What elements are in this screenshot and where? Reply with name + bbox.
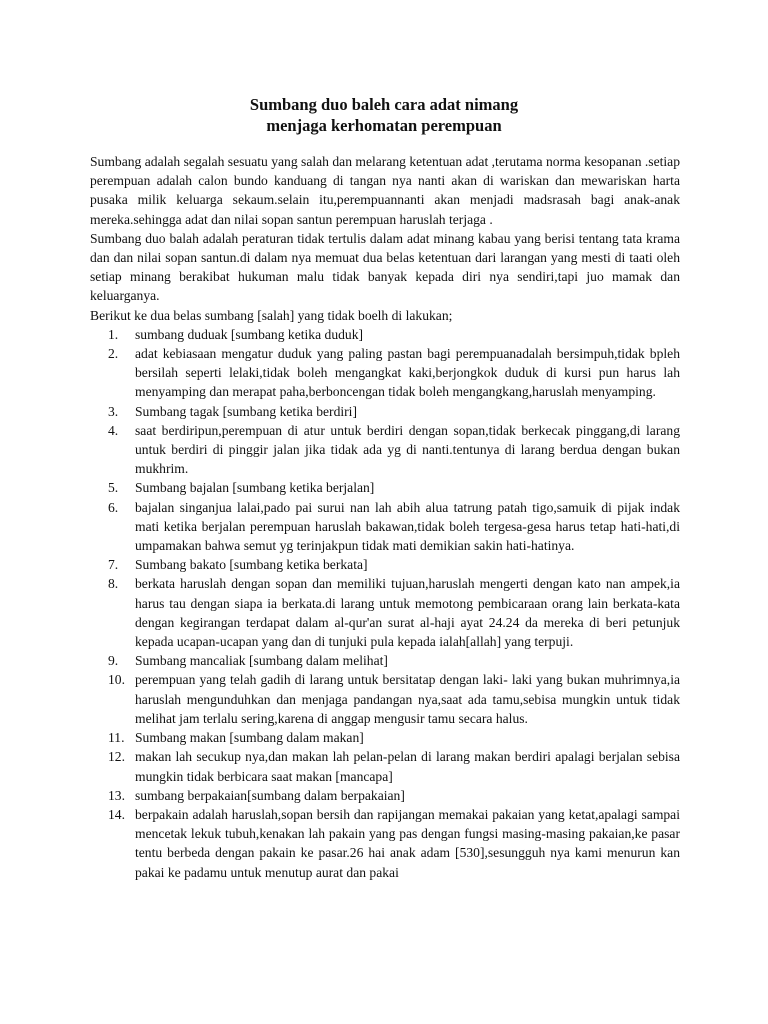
list-item-number: 10. bbox=[108, 672, 125, 688]
list-item bbox=[90, 747, 680, 785]
list-item-number: 4. bbox=[108, 422, 119, 438]
list-item bbox=[90, 805, 680, 882]
list-item-number: 1. bbox=[108, 326, 119, 342]
list-item-number: 14. bbox=[108, 806, 125, 822]
title-line-2: menjaga kerhomatan perempuan bbox=[266, 116, 502, 135]
list-item bbox=[90, 498, 680, 556]
document-body bbox=[90, 152, 680, 882]
list-item bbox=[90, 421, 680, 479]
list-item-text: Sumbang makan [sumbang dalam makan] bbox=[135, 730, 364, 746]
list-item-text: Sumbang bakato [sumbang ketika berkata] bbox=[135, 557, 368, 573]
list-item bbox=[90, 728, 680, 747]
title-line-1: Sumbang duo baleh cara adat nimang bbox=[249, 95, 519, 114]
list-item bbox=[90, 670, 680, 728]
paragraph-1: Sumbang adalah segalah sesuatu yang salah dan melarang ketentuan adat ,terutama norma kesopanan .setiap perempuan adalah calon bundo kanduang di tangan nya nanti akan di wariskan dan mewariskan harta pusaka milik keluarga sekaum.selain itu,perempuannanti akan menjadi madsrasah bagi anak-anak mereka.sehingga adat dan nilai sopan santun perempuan haruslah terjaga . bbox=[90, 154, 680, 227]
list-intro: Berikut ke dua belas sumbang [salah] yang tidak boelh di lakukan; bbox=[90, 307, 453, 323]
list-item bbox=[90, 574, 680, 651]
list-item-text: Sumbang tagak [sumbang ketika berdiri] bbox=[135, 403, 357, 419]
list-item bbox=[90, 786, 680, 805]
list-item-text: Sumbang mancaliak [sumbang dalam melihat] bbox=[135, 653, 388, 669]
list-item-text: berpakain adalah haruslah,sopan bersih dan rapijangan memakai pakaian yang ketat,apalagi sampai mencetak lekuk tubuh,kenakan lah pakain yang pas dengan fungsi masing-masing pakaian,ke pasar tentu berbeda dengan pakain ke pasar.26 hai anak adam [530],sesungguh nya kami menurun kan pakai ke padamu untuk menutup aurat dan pakai bbox=[135, 806, 680, 880]
list-item-text: perempuan yang telah gadih di larang untuk bersitatap dengan laki- laki yang bukan muhrimnya,ia haruslah mengunduhkan dan menjaga pandangan nya,saat ada tamu,sebisa mungkin untuk tidak melihat jam terlalu sering,karena di anggap mengusir tamu secara halus. bbox=[135, 672, 680, 726]
list-item-text: sumbang duduak [sumbang ketika duduk] bbox=[135, 326, 364, 342]
list-item-number: 5. bbox=[108, 480, 119, 496]
list-item-text: saat berdiripun,perempuan di atur untuk berdiri dengan sopan,tidak berkecak pinggang,di larang untuk berdiri di pinggir jalan jika tidak ada yg di nanti.tentunya di larang berdua dengan bukan mukhrim. bbox=[135, 422, 680, 477]
list-item-text: berkata haruslah dengan sopan dan memiliki tujuan,haruslah mengerti dengan kato nan ampek,ia harus tau dengan siapa ia berkata.di larang untuk memotong pembicaraan orang lain berkata-kata dengan kegirangan terdapat dalam al-qur'an surat al-haji ayat 24.24 da mereka di beri petunjuk kepada ucapan-ucapan yang dan di tunjuki pula kepada ialah[allah] yang terpuji. bbox=[135, 576, 680, 650]
paragraph-2: Sumbang duo balah adalah peraturan tidak tertulis dalam adat minang kabau yang berisi tentang tata krama dan dan nilai sopan santun.di dalam nya memuat dua belas ketentuan dari larangan yang mesti di taati oleh setiap minang berakibat hukuman malu tidak banyak kepada diri nya sendiri,tapi juo mamak dan keluarganya. bbox=[90, 230, 680, 304]
list-item bbox=[90, 344, 680, 402]
list-item-text: makan lah secukup nya,dan makan lah pelan-pelan di larang makan berdiri apalagi berjalan sebisa mungkin tidak berbicara saat makan [mancapa] bbox=[135, 749, 680, 784]
list-item-number: 13. bbox=[108, 787, 125, 803]
list-item-number: 6. bbox=[108, 499, 119, 515]
list-item bbox=[90, 325, 680, 344]
list-item-number: 8. bbox=[108, 576, 119, 592]
list-item-text: adat kebiasaan mengatur duduk yang paling pastan bagi perempuanadalah bersimpuh,tidak bpleh bersilah seperti lelaki,tidak boleh mengangkat kaki,berjongkok duduk di kursi pun harus lah menyamping dan merapat paha,berboncengan tidak boleh mengangkang,haruslah menyamping. bbox=[135, 346, 680, 400]
sumbang-list bbox=[90, 325, 680, 882]
list-item bbox=[90, 555, 680, 574]
list-item bbox=[90, 651, 680, 670]
list-item bbox=[90, 402, 680, 421]
list-item bbox=[90, 478, 680, 497]
list-item-text: bajalan singanjua lalai,pado pai surui nan lah abih alua tatrung patah tigo,samuik di pijak indak mati ketika berjalan perempuan haruslah bakawan,tidak boleh tergesa-gesa harus tetap hati-hati,di umpamakan bahwa semut yg terinjakpun tidak mati demikian sakin hati-hatinya. bbox=[135, 499, 680, 554]
list-item-text: Sumbang bajalan [sumbang ketika berjalan] bbox=[135, 480, 375, 496]
document-title bbox=[0, 94, 768, 136]
list-item-text: sumbang berpakaian[sumbang dalam berpakaian] bbox=[135, 787, 405, 803]
list-item-number: 11. bbox=[108, 730, 125, 746]
list-item-number: 3. bbox=[108, 403, 119, 419]
list-item-number: 7. bbox=[108, 557, 119, 573]
list-item-number: 12. bbox=[108, 749, 125, 765]
list-item-number: 2. bbox=[108, 346, 119, 362]
list-item-number: 9. bbox=[108, 653, 119, 669]
